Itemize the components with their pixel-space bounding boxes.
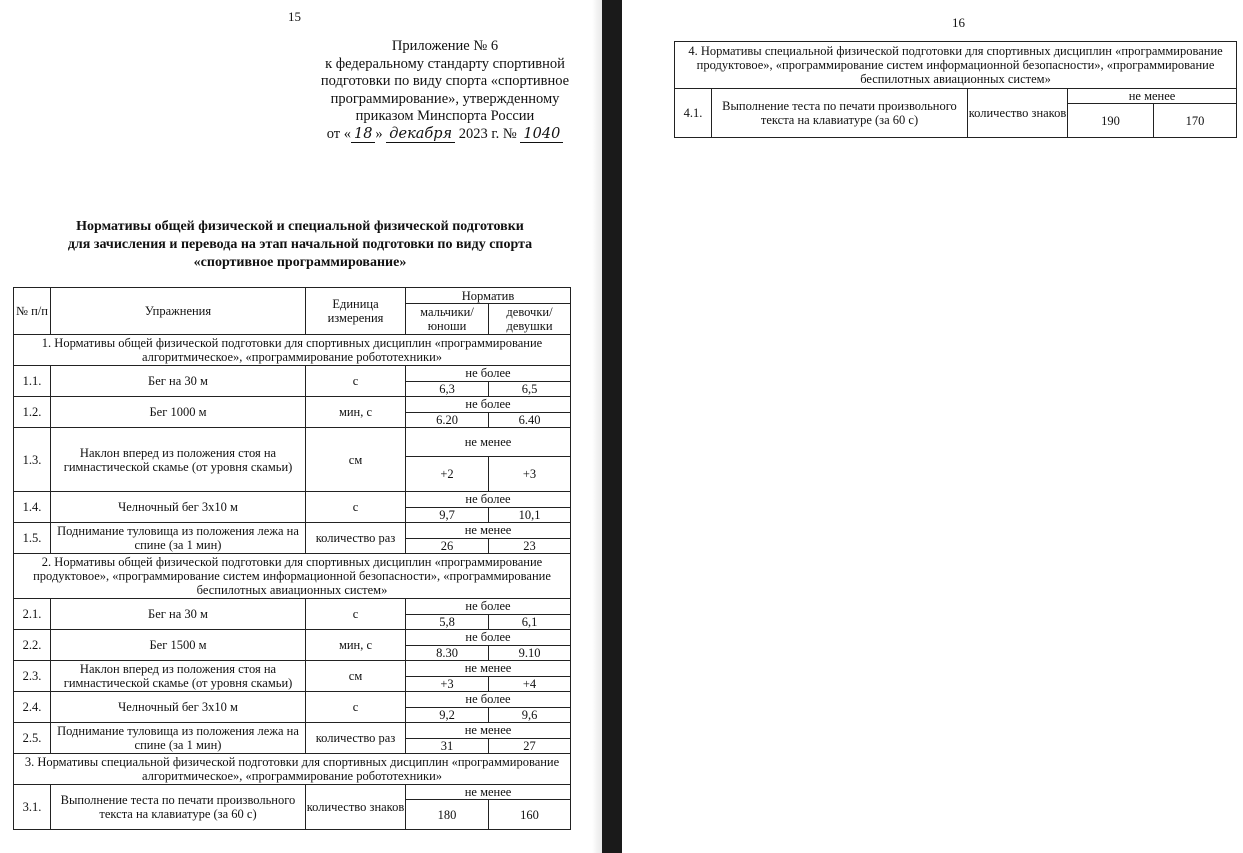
exercise-name: Наклон вперед из положения стоя на гимнастической скамье (от уровня скамьи) [51, 428, 306, 492]
norm-condition: не менее [406, 785, 571, 800]
unit: см [306, 661, 406, 692]
header-norm: Норматив [406, 288, 571, 304]
document-title: Нормативы общей физической и специальной физической подготовки для зачисления и перевода на этап начальной подготовки по виду спорта «спортивное программирование» [67, 219, 533, 270]
boys-value: 8.30 [406, 645, 489, 661]
exercise-name: Бег на 30 м [51, 599, 306, 630]
row-number: 2.2. [14, 630, 51, 661]
exercise-name: Челночный бег 3x10 м [51, 492, 306, 523]
norm-condition: не более [406, 492, 571, 508]
boys-value: 9,2 [406, 707, 489, 723]
girls-value: 9.10 [489, 645, 571, 661]
unit: с [306, 692, 406, 723]
unit: мин, с [306, 397, 406, 428]
norm-condition: не более [406, 599, 571, 615]
girls-value: 6,1 [489, 614, 571, 630]
header-exercise: Упражнения [51, 288, 306, 335]
handwritten-order-number: 1040 [520, 126, 563, 143]
row-number: 1.4. [14, 492, 51, 523]
boys-value: 6.20 [406, 412, 489, 428]
norm-condition: не менее [406, 661, 571, 677]
boys-value: 180 [406, 800, 489, 830]
row-number: 4.1. [675, 89, 712, 138]
section-title: 1. Нормативы общей физической подготовки для спортивных дисциплин «программирование алгоритмическое», «программирование робототехники» [14, 335, 571, 366]
unit: см [306, 428, 406, 492]
left-page [0, 0, 602, 853]
row-number: 2.4. [14, 692, 51, 723]
appendix-line: к федеральному стандарту спортивной [325, 55, 565, 72]
boys-value: 26 [406, 538, 489, 554]
section-title: 3. Нормативы специальной физической подготовки для спортивных дисциплин «программирование алгоритмическое», «программирование робототехники» [14, 754, 571, 785]
appendix-line: программирование», утвержденному [330, 90, 560, 107]
norm-condition: не менее [406, 523, 571, 539]
standards-table [13, 287, 571, 830]
header-number: № п/п [14, 288, 51, 335]
exercise-name: Бег 1000 м [51, 397, 306, 428]
unit: количество знаков [968, 89, 1068, 138]
header-girls: девочки/ девушки [489, 304, 571, 335]
row-number: 2.3. [14, 661, 51, 692]
appendix-header [300, 38, 590, 143]
exercise-name: Выполнение теста по печати произвольного текста на клавиатуре (за 60 с) [712, 89, 968, 138]
row-number: 1.3. [14, 428, 51, 492]
scan-gutter [602, 0, 622, 853]
standards-table-continued [674, 41, 1237, 138]
norm-condition: не более [406, 692, 571, 708]
norm-condition: не более [406, 397, 571, 413]
row-number: 3.1. [14, 785, 51, 830]
norm-condition: не менее [406, 723, 571, 739]
exercise-name: Бег на 30 м [51, 366, 306, 397]
row-number: 1.5. [14, 523, 51, 554]
girls-value: +4 [489, 676, 571, 692]
order-date-line: от « 18 » декабря 2023 г. № 1040 [300, 126, 590, 144]
exercise-name: Поднимание туловища из положения лежа на спине (за 1 мин) [51, 723, 306, 754]
section-title: 4. Нормативы специальной физической подготовки для спортивных дисциплин «программирование продуктовое», «программирование систем информационной безопасности», «программирование беспилотных авиационных систем» [675, 42, 1237, 89]
girls-value: 6,5 [489, 381, 571, 397]
row-number: 2.1. [14, 599, 51, 630]
row-number: 1.2. [14, 397, 51, 428]
exercise-name: Поднимание туловища из положения лежа на спине (за 1 мин) [51, 523, 306, 554]
exercise-name: Выполнение теста по печати произвольного текста на клавиатуре (за 60 с) [51, 785, 306, 830]
header-boys: мальчики/ юноши [406, 304, 489, 335]
row-number: 1.1. [14, 366, 51, 397]
section-title: 2. Нормативы общей физической подготовки для спортивных дисциплин «программирование продуктовое», «программирование систем информационной безопасности», «программирование беспилотных авиационных систем» [14, 554, 571, 599]
boys-value: 190 [1068, 104, 1154, 138]
unit: количество раз [306, 523, 406, 554]
girls-value: 9,6 [489, 707, 571, 723]
girls-value: 160 [489, 800, 571, 830]
page-number: 15 [288, 9, 301, 24]
girls-value: 10,1 [489, 507, 571, 523]
girls-value: +3 [489, 457, 571, 492]
exercise-name: Бег 1500 м [51, 630, 306, 661]
boys-value: 6,3 [406, 381, 489, 397]
boys-value: 9,7 [406, 507, 489, 523]
exercise-name: Наклон вперед из положения стоя на гимнастической скамье (от уровня скамьи) [51, 661, 306, 692]
norm-condition: не более [406, 630, 571, 646]
girls-value: 170 [1154, 104, 1237, 138]
boys-value: +2 [406, 457, 489, 492]
unit: с [306, 599, 406, 630]
unit: с [306, 366, 406, 397]
page-binding-shadow [592, 0, 602, 853]
right-page [622, 0, 1243, 853]
unit: мин, с [306, 630, 406, 661]
norm-condition: не более [406, 366, 571, 382]
norm-condition: не менее [406, 428, 571, 457]
handwritten-day: 18 [351, 126, 375, 143]
exercise-name: Челночный бег 3x10 м [51, 692, 306, 723]
unit: количество раз [306, 723, 406, 754]
appendix-line: приказом Минспорта России [355, 108, 535, 124]
header-unit: Единица измерения [306, 288, 406, 335]
girls-value: 6.40 [489, 412, 571, 428]
handwritten-month: декабря [386, 126, 455, 143]
appendix-line: подготовки по виду спорта «спортивное [320, 73, 570, 89]
norm-condition: не менее [1068, 89, 1237, 104]
row-number: 2.5. [14, 723, 51, 754]
girls-value: 23 [489, 538, 571, 554]
boys-value: 31 [406, 738, 489, 754]
girls-value: 27 [489, 738, 571, 754]
boys-value: +3 [406, 676, 489, 692]
unit: количество знаков [306, 785, 406, 830]
boys-value: 5,8 [406, 614, 489, 630]
page-number: 16 [952, 15, 965, 30]
unit: с [306, 492, 406, 523]
appendix-title: Приложение № 6 [391, 38, 499, 54]
